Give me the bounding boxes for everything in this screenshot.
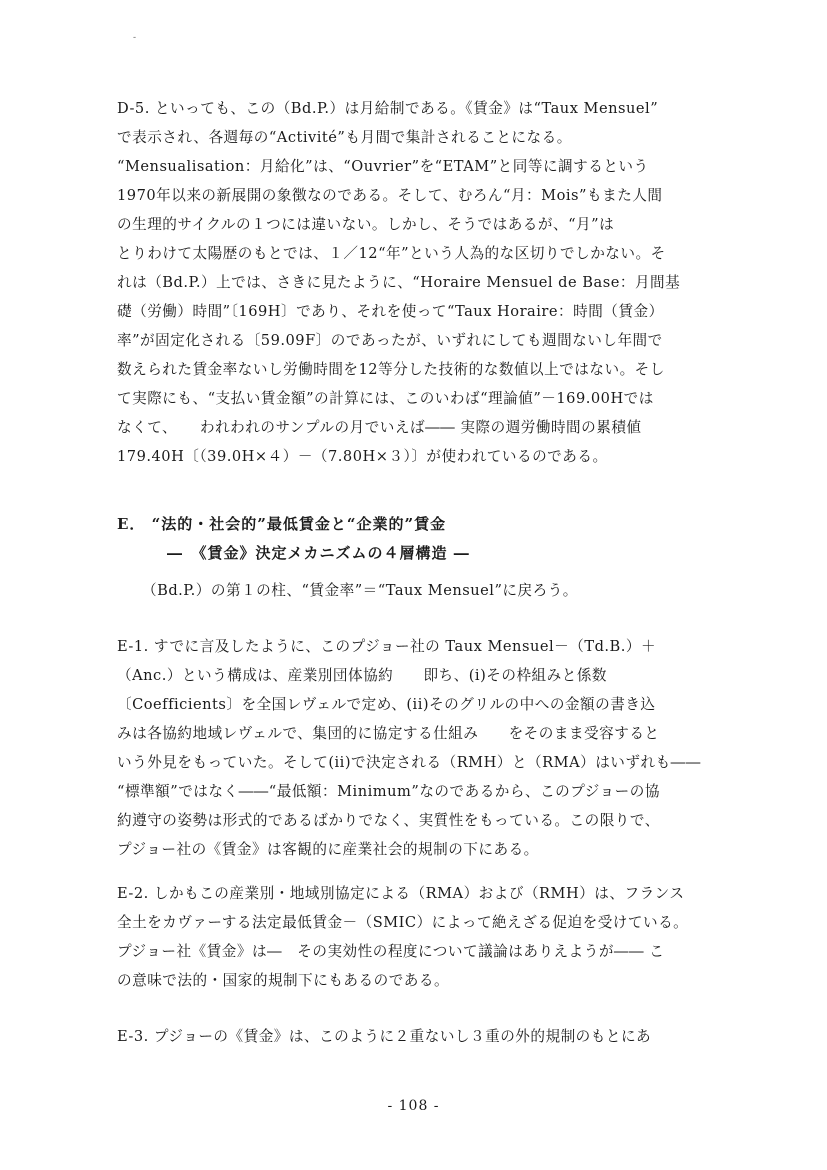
text-line: 全土をカヴァーする法定最低賃金－（SMIC）によって絶えざる促迫を受けている。 [117, 914, 689, 931]
page-number: - 108 - [387, 1098, 440, 1114]
text-line: （Bd.P.）の第１の柱、“賃金率”＝“Taux Mensuel”に戻ろう。 [142, 582, 578, 599]
paragraph-e3 [117, 1022, 767, 1051]
paragraph-e2 [117, 879, 767, 995]
section-title: E． “法的・社会的”最低賃金と“企業的”賃金 [117, 515, 447, 533]
text-line: “Mensualisation：月給化”は、“Ouvrier”を“ETAM”と同等に調するという [117, 158, 649, 175]
text-line: の意味で法的・国家的規制下にもあるのである。 [117, 972, 450, 989]
text-line: プジョー社の《賃金》は客観的に産業社会的規制の下にある。 [117, 841, 539, 858]
text-line: て実際にも、“支払い賃金額”の計算には、このいわば“理論値”－169.00Hでは [117, 390, 654, 407]
text-line: 率”が固定化される〔59.09F〕のであったが、いずれにしても週間ないし年間で [117, 332, 663, 349]
text-line: 数えられた賃金率ないし労働時間を12等分した技術的な数値以上ではない。そし [117, 361, 665, 378]
text-line: （Anc.）という構成は、産業別団体協約 即ち、(i)その枠組みと係数 [117, 667, 608, 684]
text-line: E-2. しかもこの産業別・地域別協定による（RMA）および（RMH）は、フランス [117, 885, 685, 902]
text-line: D-5. といっても、この（Bd.P.）は月給制である。《賃金》は“Taux Mensuel” [117, 100, 659, 117]
text-line: 179.40H〔（39.0H×４）－（7.80H×３）〕が使われているのである。 [117, 448, 608, 465]
text-line: 礎（労働）時間”〔169H〕であり、それを使って“Taux Horaire：時間（賃金） [117, 303, 664, 320]
paragraph-e1 [117, 632, 767, 864]
text-line: 〔Coefficients〕を全国レヴェルで定め、(ii)そのグリルの中への金額の書き込 [117, 696, 656, 713]
text-line: “標準額”ではなく――“最低額：Minimum”なのであるから、このプジョーの協 [117, 783, 660, 800]
text-line: 1970年以来の新展開の象徴なのである。そして、むろん“月：Mois”もまた人間 [117, 187, 663, 204]
paragraph-e-intro [142, 576, 792, 605]
text-line: 約遵守の姿勢は形式的であるばかりでなく、実質性をもっている。この限りで、 [117, 812, 660, 829]
section-heading-e [117, 510, 767, 568]
text-line: とりわけて太陽歴のもとでは、１／12“年”という人為的な区切りでしかない。そ [117, 245, 666, 262]
text-line: なくて、 われわれのサンプルの月でいえば―― 実際の週労働時間の累積値 [117, 419, 642, 436]
text-line: E-3. プジョーの《賃金》は、このように２重ないし３重の外的規制のもとにあ [117, 1028, 652, 1045]
corner-mark: - [133, 33, 137, 43]
text-line: みは各協約地域レヴェルで、集団的に協定する仕組み をそのまま受容すると [117, 725, 660, 742]
text-line: いう外見をもっていた。そして(ii)で決定される（RMH）と（RMA）はいずれも―― [117, 754, 701, 771]
text-line: プジョー社《賃金》は― その実効性の程度について議論はありえようが―― こ [117, 943, 665, 960]
section-subtitle: ― 《賃金》決定メカニズムの４層構造 ― [167, 544, 470, 562]
text-line: れは（Bd.P.）上では、さきに見たように、“Horaire Mensuel de Base：月間基 [117, 274, 681, 291]
paragraph-d5 [117, 94, 767, 471]
text-line: の生理的サイクルの１つには違いない。しかし、そうではあるが、“月”は [117, 216, 615, 233]
text-line: E-1. すでに言及したように、このプジョー社の Taux Mensuel－（Td.B.）＋ [117, 638, 657, 655]
text-line: で表示され、各週毎の“Activité”も月間で集計されることになる。 [117, 129, 572, 146]
